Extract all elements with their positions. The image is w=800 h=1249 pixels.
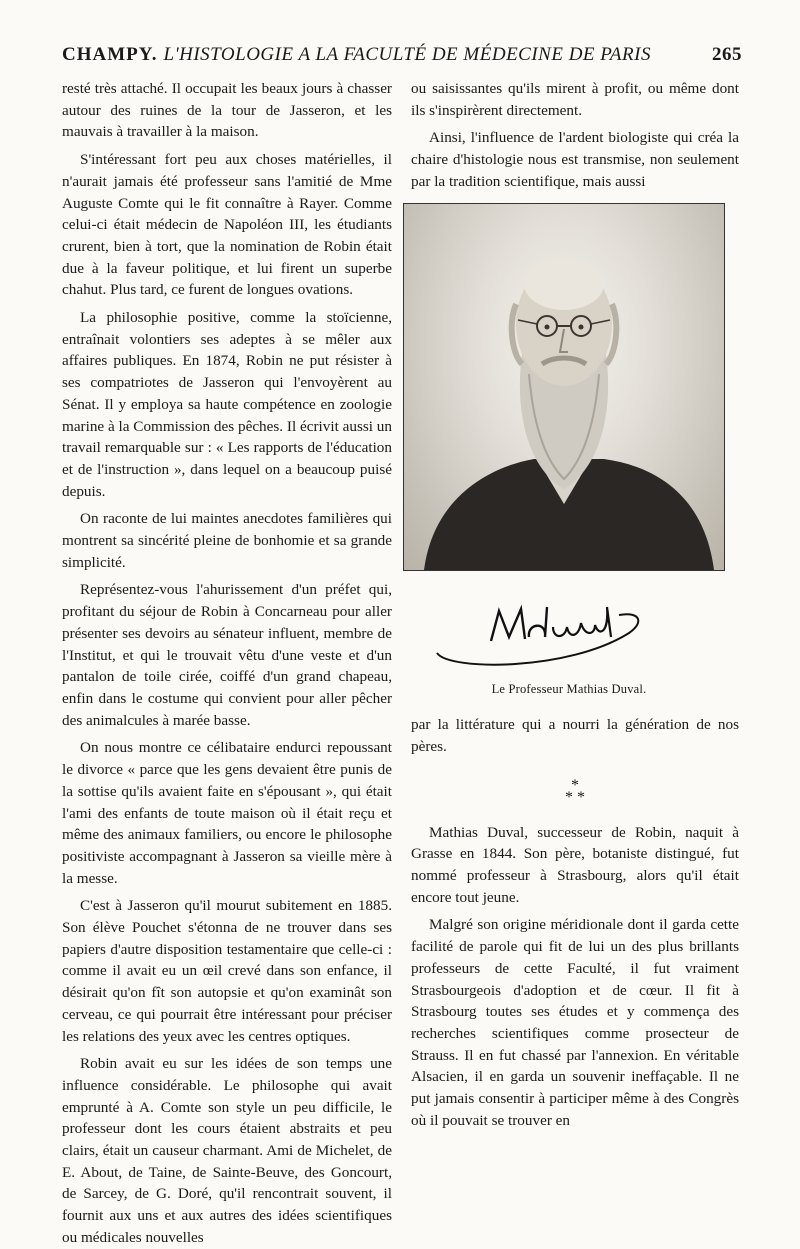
- portrait-photo: [403, 203, 725, 571]
- paragraph: Mathias Duval, successeur de Robin, naquit à Grasse en 1844. Son père, botaniste distingué, fut nommé professeur à Strasbourg, alors qu'il était encore tout jeune.: [411, 823, 739, 906]
- paragraph: par la littérature qui a nourri la génération de nos pères.: [411, 716, 739, 755]
- paragraph: Représentez-vous l'ahurissement d'un préfet qui, profitant du séjour de Robin à Concarneau pour aller présenter ses devoirs au sénateur influent, membre de l'Institut, et qui le trouvait vêtu d'une veste et d'un pantalon de toile cirée, coiffé d'un grand chapeau, enfin dans le costume qui convient pour aller pêcher des animalcules à marée basse.: [62, 581, 392, 729]
- after-figure-text: [411, 714, 739, 757]
- paragraph: Ainsi, l'influence de l'ardent biologiste qui créa la chaire d'histologie nous est transmise, non seulement par la tradition scientifique, mais aussi: [411, 129, 739, 190]
- paragraph: C'est à Jasseron qu'il mourut subitement en 1885. Son élève Pouchet s'étonna de ne trouver dans ses papiers d'autre disposition testamentaire que celle-ci : comme il avait eu un œil crevé dans son enfance, il désirait qu'on fît son autopsie et qu'on examinât son cerveau, ce qui pourrait être intéressant pour préciser les relations des yeux avec les centres optiques.: [62, 897, 392, 1045]
- paragraph: On nous montre ce célibataire endurci repoussant le divorce « parce que les gens devaient être punis de la sottise qu'ils avaient faite en s'épousant », qui était l'ami des enfants de toute maison où il était reçu et même des animaux familiers, ou encore le philosophe positiviste accompagnant à Jasseron sa vieille mère à la messe.: [62, 739, 392, 887]
- right-column: [411, 78, 739, 1131]
- paragraph: On raconte de lui maintes anecdotes familières qui montrent sa sincérité pleine de bonhomie et sa grande simplicité.: [62, 510, 392, 571]
- header-title: L'HISTOLOGIE A LA FACULTÉ DE MÉDECINE DE PARIS: [163, 44, 651, 65]
- paragraph: resté très attaché. Il occupait les beaux jours à chasser autour des ruines de la tour de Jasseron, et les mauvais à travailler à la maison.: [62, 80, 392, 141]
- paragraph: S'intéressant fort peu aux choses matérielles, il n'aurait jamais été professeur sans l'amitié de Mme Auguste Comte qui le fit connaître à Rayer. Comme celui-ci était médecin de Napoléon III, les étudiants crurent, bien à tort, que la nomination de Robin était due à la faveur politique, et lui firent un superbe chahut. Plus tard, ce furent de longues ovations.: [62, 151, 392, 299]
- section-asterism: * * *: [565, 776, 585, 806]
- paragraph: Robin avait eu sur les idées de son temps une influence considérable. Le philosophe qui avait emprunté à A. Comte son style un peu difficile, le professeur dont les cours étaient abstraits et peu clairs, était un causeur charmant. Ami de Michelet, de E. About, de Taine, de Sainte-Beuve, des Goncourt, de Sarcey, de G. Doré, qu'il rencontrait souvent, il fournit aux uns et aux autres des idées scientifiques ou médicales nouvelles: [62, 1055, 392, 1246]
- section-text: [411, 822, 739, 1132]
- page-number: 265: [712, 44, 742, 65]
- paragraph: Malgré son origine méridionale dont il garda cette facilité de parole qui fit de lui un des plus brillants professeurs de cette Faculté, il fut vraiment Strasbourgeois d'adoption et de cœur. Il fit à Strasbourg toutes ses études et y commença des recherches scientifiques comme prosecteur de Strauss. Il en fut chassé par l'annexion. En véritable Alsacien, il en garda un souvenir ineffaçable. Il ne put jamais consentir à participer même à des Congrès où il pouvait se trouver en: [411, 916, 739, 1129]
- header-author: CHAMPY.: [62, 44, 158, 65]
- left-column: [62, 78, 392, 1249]
- paragraph: ou saisissantes qu'ils mirent à profit, ou même dont ils s'inspirèrent directement.: [411, 80, 739, 119]
- signature-illustration: [429, 593, 649, 673]
- running-header: [62, 44, 742, 66]
- figure-caption: Le Professeur Mathias Duval.: [491, 681, 647, 696]
- portrait-figure: [403, 203, 735, 701]
- paragraph: La philosophie positive, comme la stoïcienne, entraînait volontiers ses adeptes à se mêler aux affaires publiques. En 1874, Robin ne put résister à ses compatriotes de Jasseron qui l'envoyèrent au Sénat. Il y employa sa haute compétence en zoologie marine à la Commission des pêches. Il écrivit aussi un travail remarquable sur : « Les rapports de l'éducation et de l'instruction », dans lequel on a beaucoup puisé depuis.: [62, 309, 392, 500]
- portrait-illustration: [404, 204, 724, 570]
